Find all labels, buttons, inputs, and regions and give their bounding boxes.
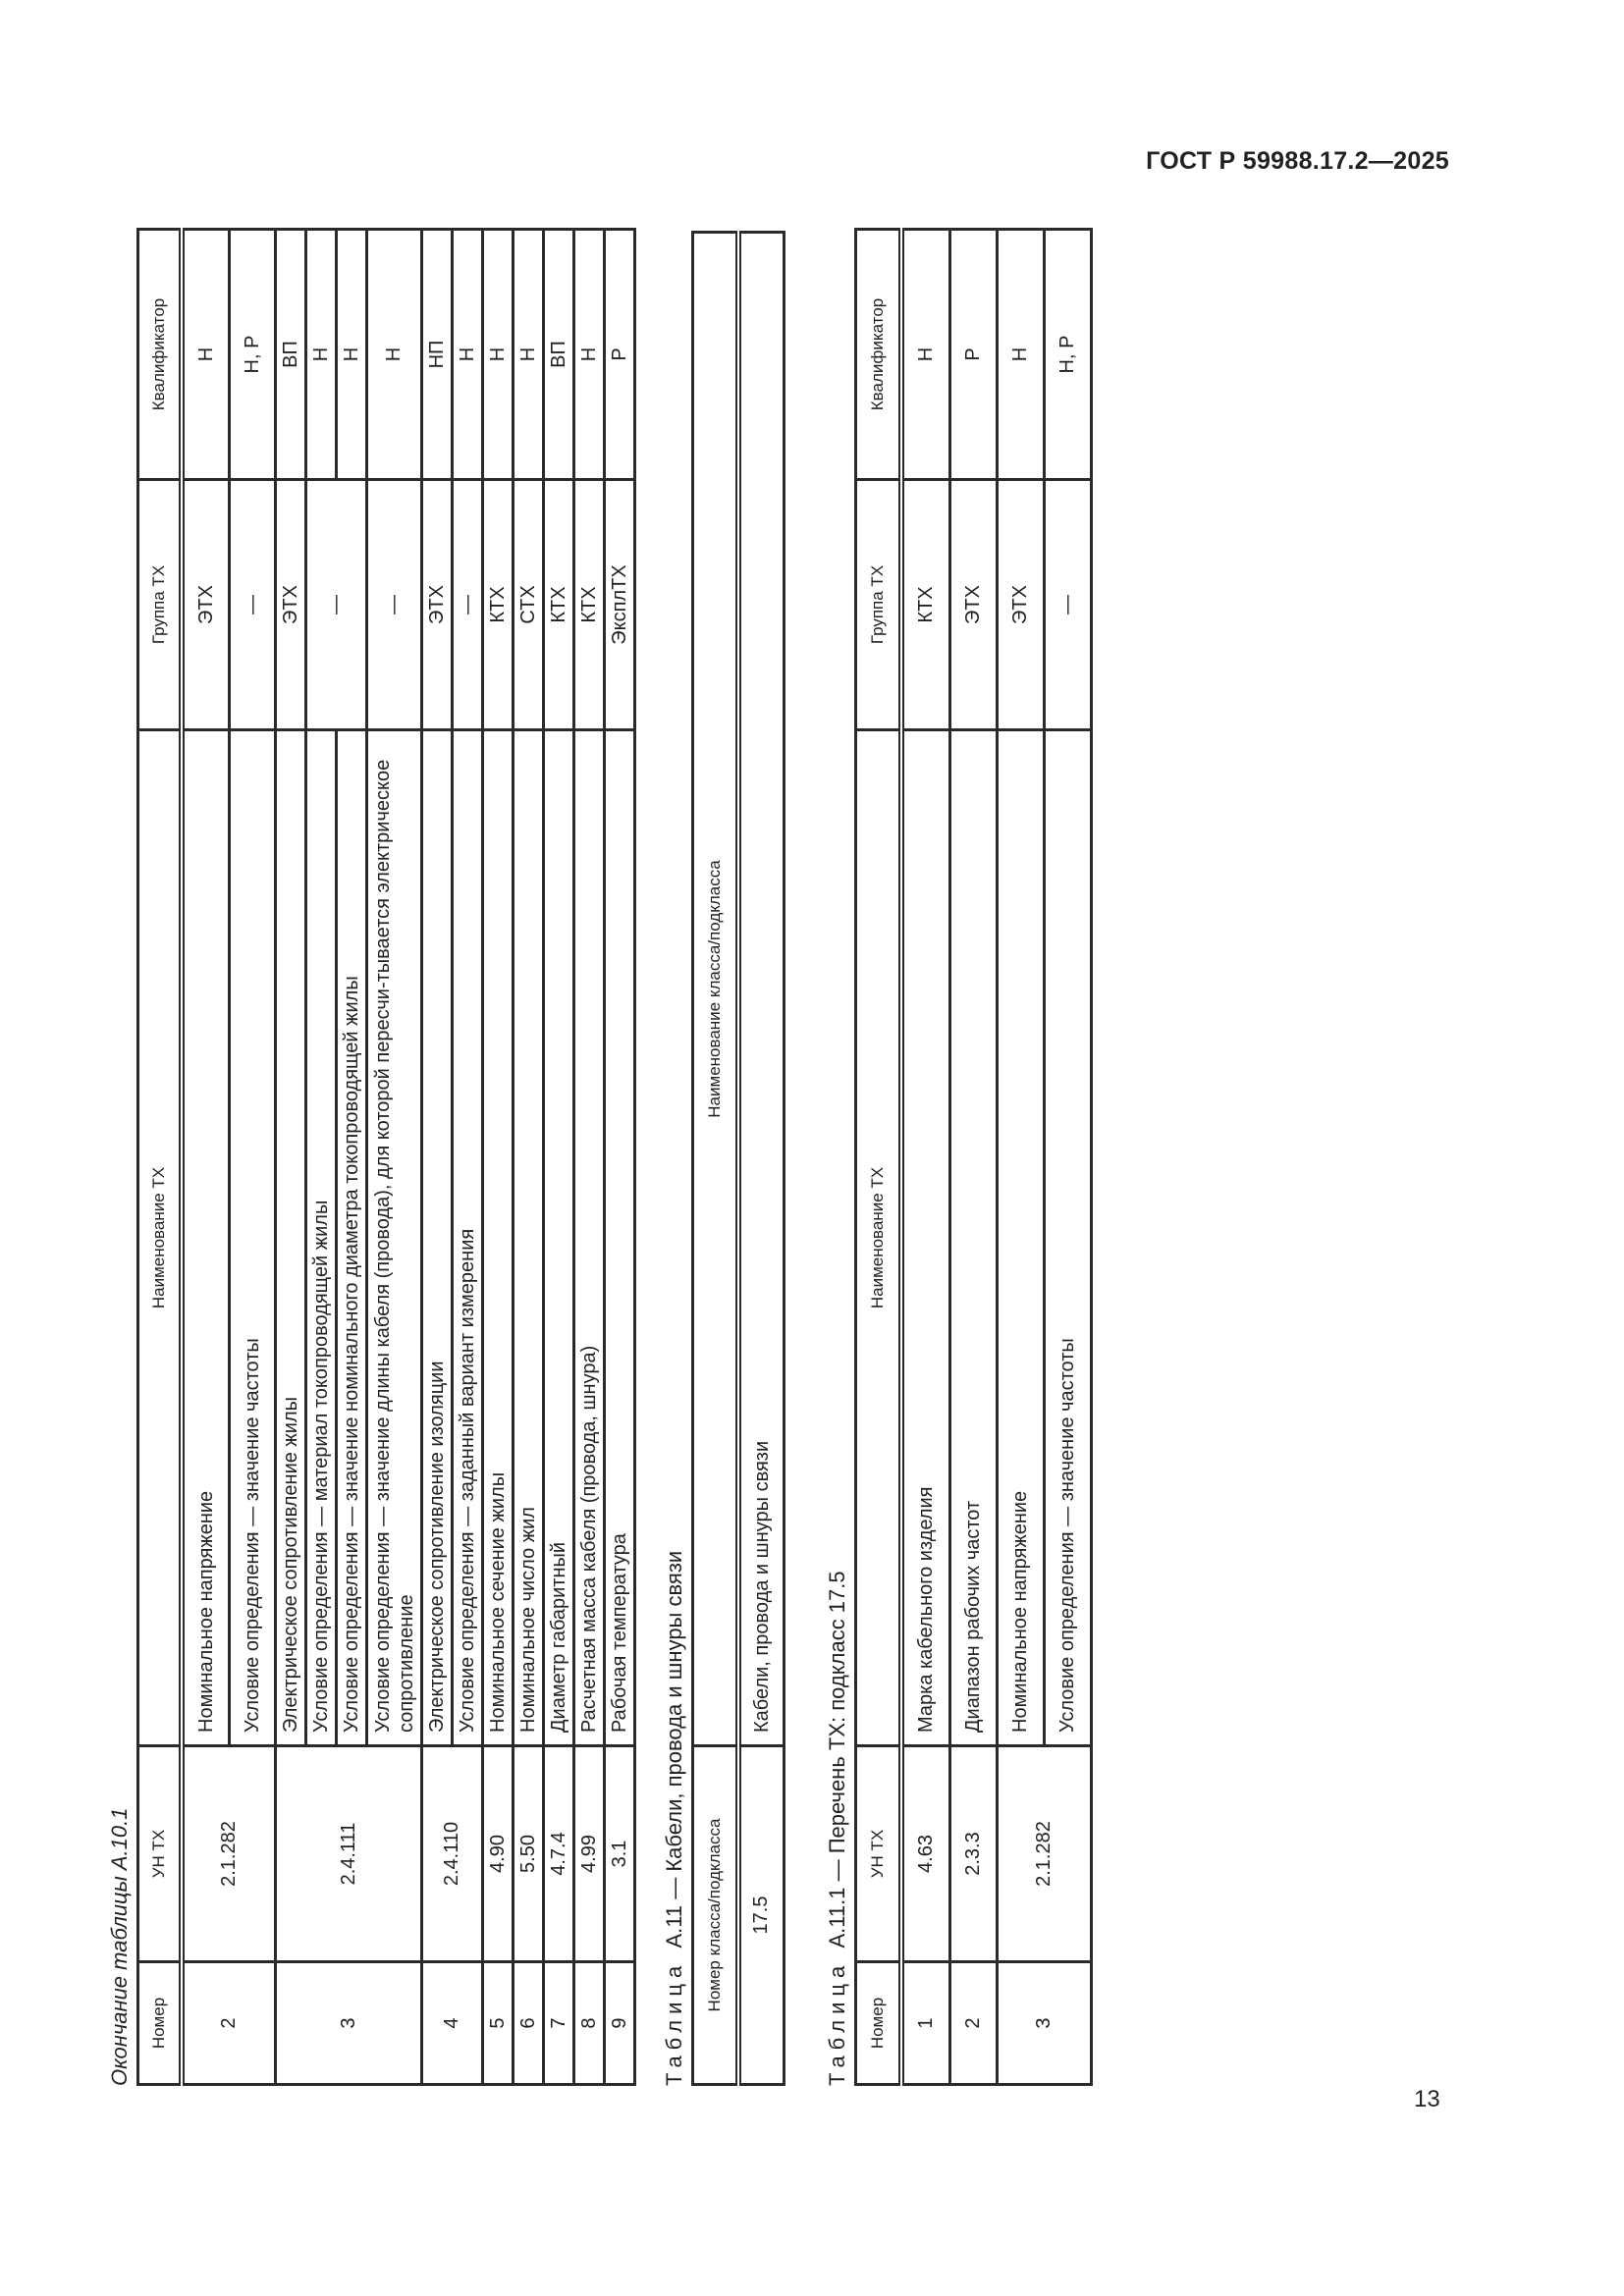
cell-qualifier: ВП <box>544 230 574 480</box>
cell-uh: 2.1.282 <box>182 1746 276 1962</box>
cell-qualifier: НП <box>422 230 453 480</box>
cell-group: ЭТХ <box>949 480 997 730</box>
table-row <box>738 233 784 2085</box>
caption-text: А.11 — Кабели, провода и шнуры связи <box>662 1550 686 1949</box>
cell-name: Диапазон рабочих частот <box>949 730 997 1746</box>
cell-qualifier: Н <box>453 230 483 480</box>
table-row <box>483 230 514 2085</box>
cell-name: Рабочая температура <box>605 730 635 1746</box>
cell-uh: 3.1 <box>605 1746 635 1962</box>
cell-number: 5 <box>483 1962 514 2085</box>
cell-uh: 4.99 <box>574 1746 605 1962</box>
table-row <box>605 230 635 2085</box>
cell-group: КТХ <box>483 480 514 730</box>
cell-uh: 2.1.282 <box>997 1746 1091 1962</box>
table-row <box>901 230 950 2085</box>
table-a11-1 <box>854 228 1093 2086</box>
cell-number: 7 <box>544 1962 574 2085</box>
cell-name: Номинальное напряжение <box>182 730 230 1746</box>
cell-group: ЭТХ <box>997 480 1044 730</box>
cell-name: Условие определения — значение частоты <box>230 730 276 1746</box>
table-a11-1-caption <box>821 231 854 2086</box>
col-header-name: Наименование ТХ <box>138 730 183 1746</box>
cell-name: Условие определения — значение длины кабеля (провода), для которой пересчи-тывается электрическое сопротивление <box>367 730 422 1746</box>
cell-uh: 2.4.111 <box>276 1746 422 1962</box>
cell-name: Расчетная масса кабеля (провода, шнура) <box>574 730 605 1746</box>
cell-class-number: 17.5 <box>738 1746 784 2085</box>
document-id-header: ГОСТ Р 59988.17.2—2025 <box>1146 147 1449 175</box>
cell-group: КТХ <box>544 480 574 730</box>
cell-qualifier: Р <box>605 230 635 480</box>
cell-qualifier: Н <box>514 230 544 480</box>
cell-class-name: Кабели, провода и шнуры связи <box>738 233 784 1746</box>
cell-uh: 2.4.110 <box>422 1746 483 1962</box>
cell-group: КТХ <box>901 480 950 730</box>
cell-name: Условие определения — материал токопроводящей жилы <box>306 730 337 1746</box>
cell-qualifier: Н <box>901 230 950 480</box>
cell-group: ЭТХ <box>182 480 230 730</box>
col-header-uh: УН ТХ <box>138 1746 183 1962</box>
caption-prefix: Таблица <box>662 1959 686 2086</box>
cell-name: Условие определения — значение номинального диаметра токопроводящей жилы <box>337 730 367 1746</box>
table-row <box>574 230 605 2085</box>
cell-uh: 4.7.4 <box>544 1746 574 1962</box>
cell-group: — <box>230 480 276 730</box>
cell-qualifier: Н <box>574 230 605 480</box>
cell-group: — <box>453 480 483 730</box>
cell-name: Электрическое сопротивление жилы <box>276 730 306 1746</box>
cell-name: Условие определения — заданный вариант измерения <box>453 730 483 1746</box>
table-header-row <box>693 233 739 2085</box>
col-header-uh: УН ТХ <box>855 1746 901 1962</box>
cell-qualifier: Н <box>337 230 367 480</box>
caption-text: А.11.1 — Перечень ТХ: подкласс 17.5 <box>824 1571 849 1949</box>
cell-qualifier: ВП <box>276 230 306 480</box>
cell-number: 2 <box>182 1962 276 2085</box>
cell-number: 4 <box>422 1962 483 2085</box>
cell-group: — <box>367 480 422 730</box>
cell-qualifier: Н, Р <box>230 230 276 480</box>
cell-name: Условие определения — значение частоты <box>1044 730 1091 1746</box>
table-a11 <box>691 231 785 2086</box>
cell-qualifier: Н <box>483 230 514 480</box>
cell-group: — <box>1044 480 1091 730</box>
cell-number: 9 <box>605 1962 635 2085</box>
table-a10-1 <box>136 228 636 2086</box>
cell-number: 3 <box>276 1962 422 2085</box>
table-row <box>276 230 306 2085</box>
cell-qualifier: Н <box>997 230 1044 480</box>
table-header-row <box>855 230 901 2085</box>
cell-group: СТХ <box>514 480 544 730</box>
cell-name: Номинальное напряжение <box>997 730 1044 1746</box>
table-a11-caption <box>658 231 691 2086</box>
table-row <box>544 230 574 2085</box>
cell-name: Номинальное сечение жилы <box>483 730 514 1746</box>
cell-qualifier: Н <box>306 230 337 480</box>
table-row <box>182 230 230 2085</box>
cell-group: КТХ <box>574 480 605 730</box>
cell-qualifier: Н, Р <box>1044 230 1091 480</box>
col-header-qualifier: Квалификатор <box>855 230 901 480</box>
cell-group: ЭТХ <box>276 480 306 730</box>
cell-number: 2 <box>949 1962 997 2085</box>
table-a10-1-caption: Окончание таблицы А.10.1 <box>107 1807 132 2086</box>
cell-uh: 4.63 <box>901 1746 950 1962</box>
table-header-row <box>138 230 183 2085</box>
table-row <box>514 230 544 2085</box>
cell-name: Марка кабельного изделия <box>901 730 950 1746</box>
cell-qualifier: Н <box>367 230 422 480</box>
caption-prefix: Таблица <box>824 1959 849 2086</box>
col-header-number: Номер <box>855 1962 901 2085</box>
col-header-class-name: Наименование класса/подкласса <box>693 233 739 1746</box>
page-number: 13 <box>1414 2086 1440 2112</box>
cell-number: 8 <box>574 1962 605 2085</box>
cell-number: 3 <box>997 1962 1091 2085</box>
cell-name: Номинальное число жил <box>514 730 544 1746</box>
cell-group: ЭТХ <box>422 480 453 730</box>
cell-qualifier: Н <box>182 230 230 480</box>
table-row <box>997 230 1044 2085</box>
cell-group: ЭксплТХ <box>605 480 635 730</box>
cell-name: Электрическое сопротивление изоляции <box>422 730 453 1746</box>
table-row <box>422 230 453 2085</box>
rotated-content <box>103 231 1355 2086</box>
cell-number: 6 <box>514 1962 544 2085</box>
cell-name: Диаметр габаритный <box>544 730 574 1746</box>
cell-uh: 4.90 <box>483 1746 514 1962</box>
cell-number: 1 <box>901 1962 950 2085</box>
cell-uh: 2.3.3 <box>949 1746 997 1962</box>
col-header-number: Номер <box>138 1962 183 2085</box>
col-header-qualifier: Квалификатор <box>138 230 183 480</box>
cell-uh: 5.50 <box>514 1746 544 1962</box>
col-header-name: Наименование ТХ <box>855 730 901 1746</box>
cell-qualifier: Р <box>949 230 997 480</box>
col-header-group: Группа ТХ <box>138 480 183 730</box>
col-header-class-number: Номер класса/подкласса <box>693 1746 739 2085</box>
col-header-group: Группа ТХ <box>855 480 901 730</box>
cell-group: — <box>306 480 367 730</box>
table-row <box>949 230 997 2085</box>
